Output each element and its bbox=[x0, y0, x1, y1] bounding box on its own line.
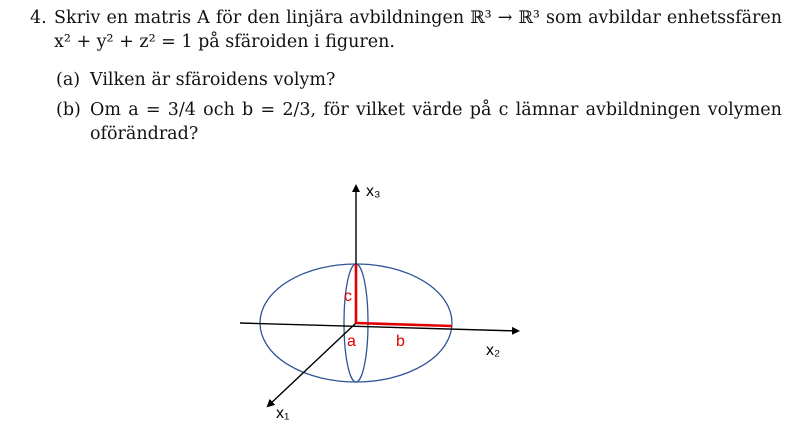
x2-axis-label: x₂ bbox=[486, 342, 501, 359]
word: vilket bbox=[355, 100, 406, 120]
word: lämnar bbox=[515, 100, 579, 120]
x3-axis-label: x₃ bbox=[366, 183, 381, 200]
word: Skriv bbox=[54, 8, 101, 28]
word: en bbox=[106, 8, 129, 28]
word: och bbox=[203, 100, 235, 120]
word: A bbox=[197, 8, 210, 28]
problem-statement-line-2: x² + y² + z² = 1 på sfäroiden i figuren. bbox=[54, 32, 395, 52]
word: för bbox=[323, 100, 349, 120]
word: = bbox=[145, 100, 161, 120]
word: ℝ³ bbox=[470, 8, 492, 28]
semi-axis-a-label: a bbox=[347, 333, 356, 350]
word: 3/4 bbox=[167, 100, 196, 120]
word: ℝ³ bbox=[518, 8, 540, 28]
word: värde bbox=[412, 100, 463, 120]
part-b-label: (b) bbox=[56, 100, 81, 120]
word: b bbox=[242, 100, 254, 120]
word: a bbox=[128, 100, 139, 120]
word: c bbox=[498, 100, 509, 120]
x1-axis bbox=[268, 323, 356, 406]
word: → bbox=[497, 8, 513, 28]
word: för bbox=[215, 8, 242, 28]
semi-axis-c-label: c bbox=[344, 288, 352, 305]
word: enhetssfären bbox=[666, 8, 782, 28]
word: = bbox=[260, 100, 276, 120]
word: matris bbox=[134, 8, 192, 28]
part-b-text-line-2: oförändrad? bbox=[90, 124, 199, 144]
word: avbildningen bbox=[349, 8, 465, 28]
semi-axis-b-label: b bbox=[396, 333, 405, 350]
part-a-label: (a) bbox=[56, 70, 81, 90]
word: på bbox=[469, 100, 492, 120]
semi-axis-b bbox=[356, 323, 452, 326]
part-a-text: Vilken är sfäroidens volym? bbox=[90, 70, 336, 90]
word: avbildar bbox=[588, 8, 661, 28]
word: Om bbox=[90, 100, 121, 120]
word: som bbox=[545, 8, 583, 28]
word: avbildningen bbox=[585, 100, 701, 120]
word: linjära bbox=[286, 8, 344, 28]
word: 2/3, bbox=[282, 100, 317, 120]
word: den bbox=[247, 8, 281, 28]
x1-axis-label: x₁ bbox=[276, 405, 290, 422]
word: volymen bbox=[707, 100, 782, 120]
problem-number: 4. bbox=[30, 8, 47, 28]
